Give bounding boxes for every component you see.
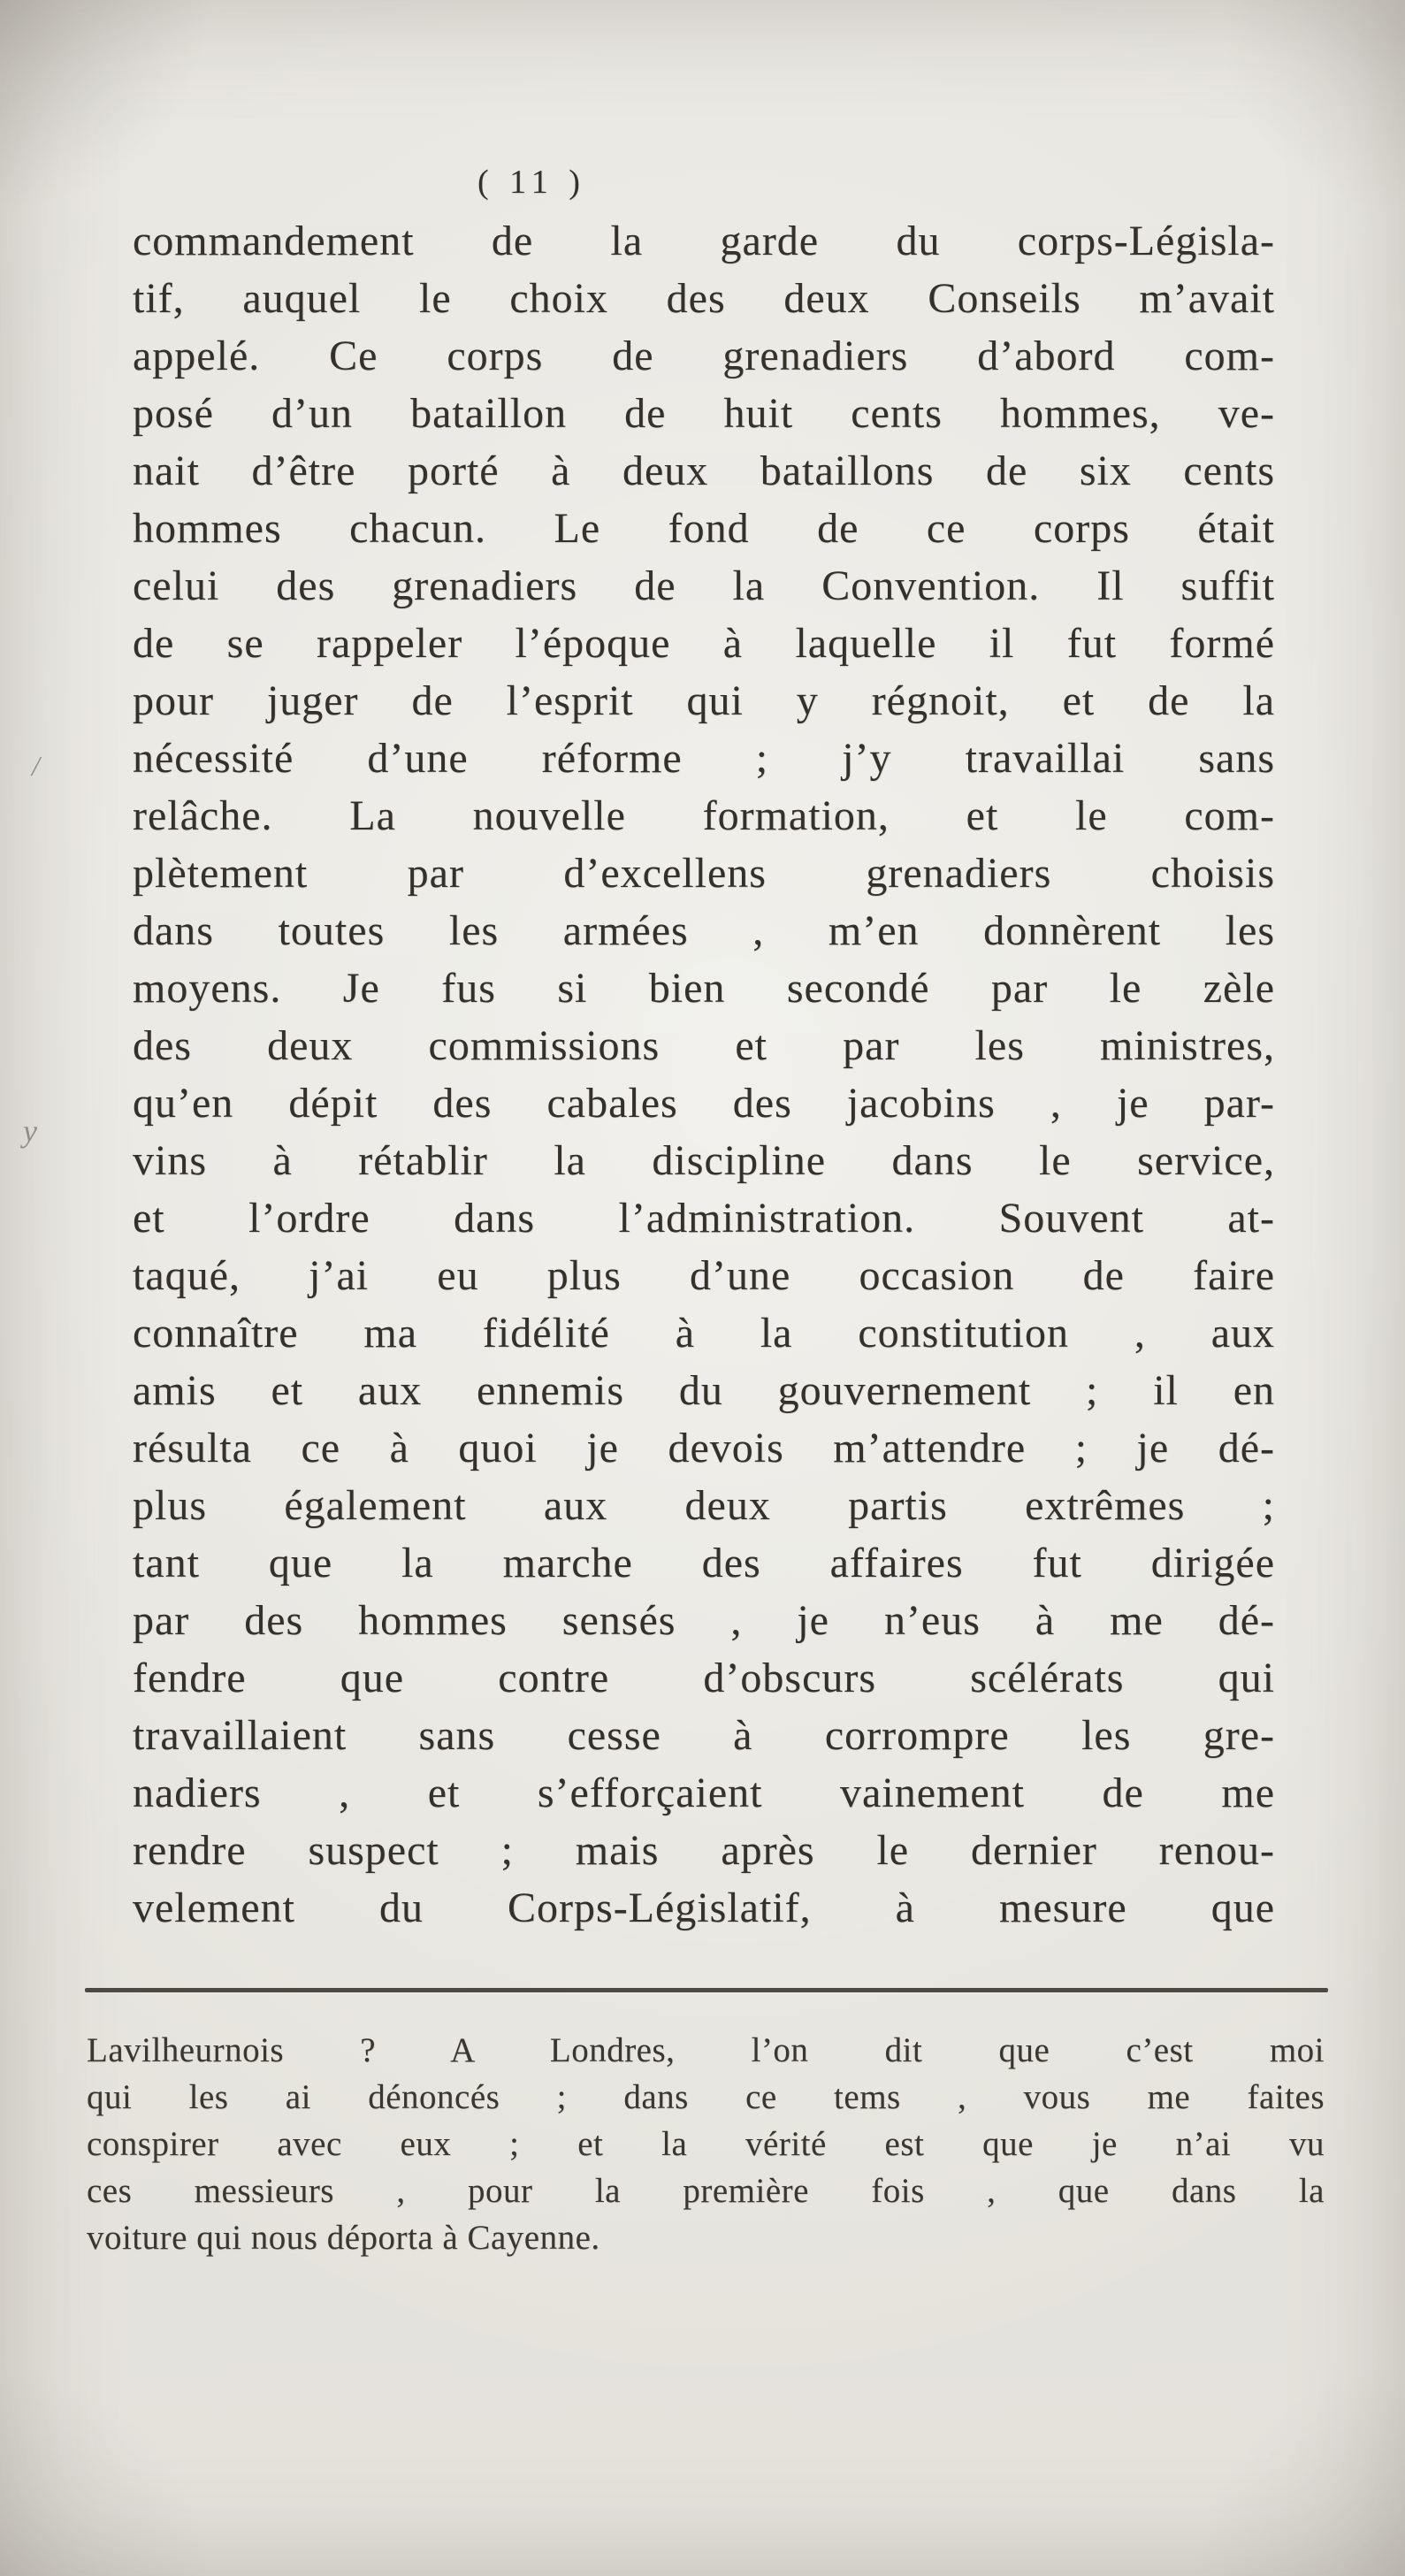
text-line: nécessité d’une réforme ; j’y travaillai sans	[133, 735, 1275, 782]
text-line: pour juger de l’esprit qui y régnoit, et de la	[133, 677, 1275, 724]
text-line: conspirer avec eux ; et la vérité est que je n’ai vu	[87, 2125, 1325, 2163]
text-line: voiture qui nous déporta à Cayenne.	[87, 2219, 600, 2257]
text-line: celui des grenadiers de la Convention. Il suffit	[133, 562, 1275, 609]
text-line: de se rappeler l’époque à laquelle il fut formé	[133, 620, 1275, 667]
text-line: Lavilheurnois ? A Londres, l’on dit que c’est moi	[87, 2031, 1325, 2069]
text-line: ces messieurs , pour la première fois , que dans la	[87, 2172, 1325, 2210]
text-line: appelé. Ce corps de grenadiers d’abord com-	[133, 333, 1275, 379]
margin-artifact: y	[23, 1113, 37, 1149]
text-line: par des hommes sensés , je n’eus à me dé-	[133, 1597, 1275, 1644]
text-line: résulta ce à quoi je devois m’attendre ; je dé-	[133, 1425, 1275, 1471]
text-line: relâche. La nouvelle formation, et le com-	[133, 792, 1275, 839]
text-line: des deux commissions et par les ministres,	[133, 1022, 1275, 1069]
text-line: nadiers , et s’efforçaient vainement de me	[133, 1770, 1275, 1816]
text-line: qu’en dépit des cabales des jacobins , je par-	[133, 1080, 1275, 1127]
text-line: plètement par d’excellens grenadiers choisis	[133, 850, 1275, 897]
text-line: nait d’être porté à deux bataillons de six cents	[133, 447, 1275, 494]
text-line: posé d’un bataillon de huit cents hommes, ve-	[133, 390, 1275, 437]
text-line: taqué, j’ai eu plus d’une occasion de faire	[133, 1252, 1275, 1299]
text-line: vins à rétablir la discipline dans le service,	[133, 1137, 1275, 1184]
text-line: tif, auquel le choix des deux Conseils m’avait	[133, 275, 1275, 322]
main-text-block	[133, 212, 1275, 1937]
text-line: hommes chacun. Le fond de ce corps était	[133, 505, 1275, 552]
text-line: qui les ai dénoncés ; dans ce tems , vous me faites	[87, 2078, 1325, 2116]
margin-artifact: /	[32, 750, 40, 782]
text-line: velement du Corps-Législatif, à mesure que	[133, 1884, 1275, 1931]
footnote-rule	[85, 1988, 1328, 1992]
text-line: rendre suspect ; mais après le dernier renou-	[133, 1827, 1275, 1874]
page-number: ( 11 )	[477, 164, 586, 201]
text-line: et l’ordre dans l’administration. Souvent at-	[133, 1195, 1275, 1242]
text-line: dans toutes les armées , m’en donnèrent les	[133, 907, 1275, 954]
text-line: fendre que contre d’obscurs scélérats qui	[133, 1655, 1275, 1701]
text-line: moyens. Je fus si bien secondé par le zèle	[133, 965, 1275, 1012]
text-line: plus également aux deux partis extrêmes ;	[133, 1482, 1275, 1529]
text-line: travaillaient sans cesse à corrompre les gre-	[133, 1712, 1275, 1759]
footnote-text-block	[87, 2027, 1325, 2261]
text-line: commandement de la garde du corps-Législa-	[133, 218, 1275, 264]
text-line: tant que la marche des affaires fut dirigée	[133, 1540, 1275, 1586]
text-line: amis et aux ennemis du gouvernement ; il en	[133, 1367, 1275, 1414]
text-line: connaître ma fidélité à la constitution , aux	[133, 1310, 1275, 1357]
